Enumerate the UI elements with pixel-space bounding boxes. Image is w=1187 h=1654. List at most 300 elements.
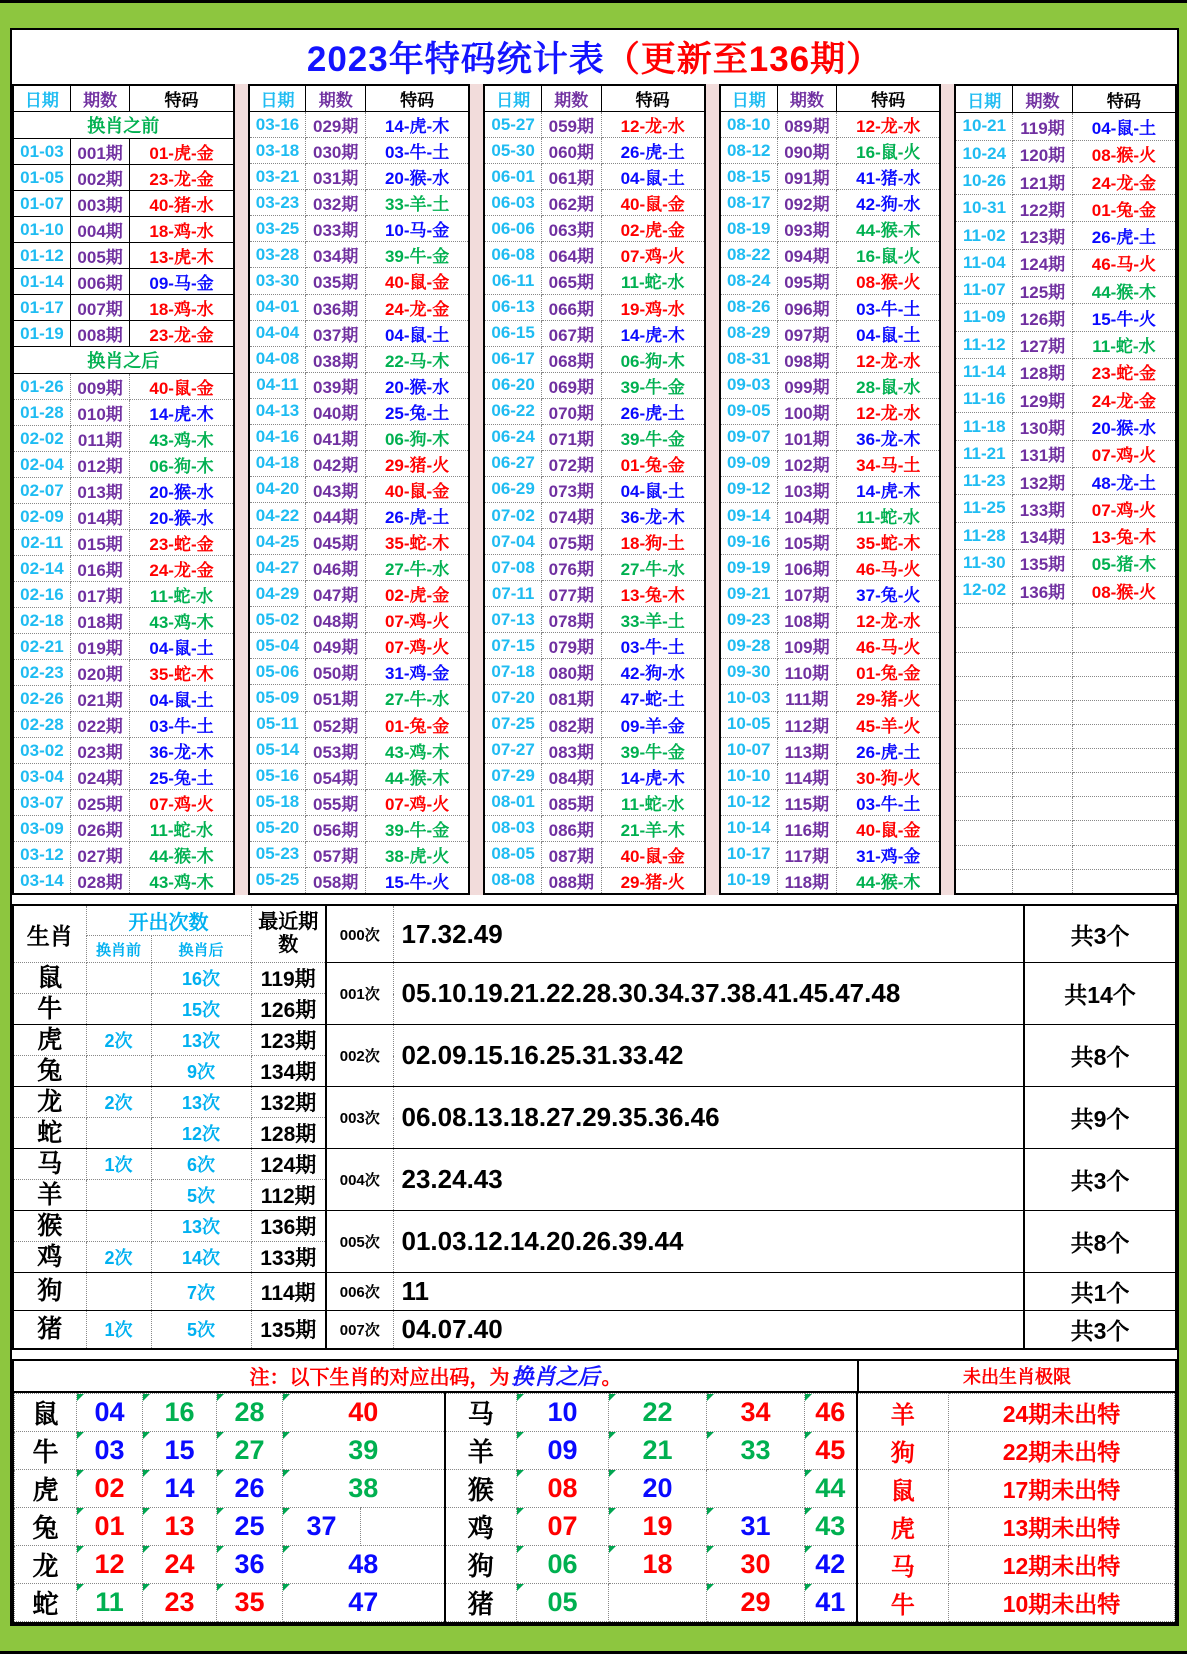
- date-cell: 08-31: [720, 346, 777, 372]
- zodiac-name-cell: 马: [445, 1393, 517, 1431]
- zodiac-stats-section: [12, 904, 1177, 1350]
- code-cell: 42-狗-水: [837, 190, 941, 216]
- date-cell: 10-03: [720, 685, 777, 711]
- data-row: [484, 529, 705, 555]
- period-cell: 098期: [777, 346, 837, 372]
- number-cell: [707, 1469, 805, 1507]
- data-row: [955, 195, 1176, 222]
- data-row: [249, 633, 470, 659]
- date-cell: [955, 700, 1012, 724]
- zodiac-stat-row: [13, 1149, 1176, 1180]
- code-header: 特码: [130, 85, 234, 112]
- number-cell: 36: [217, 1545, 283, 1583]
- data-row: [13, 374, 234, 400]
- period-cell: 070期: [542, 398, 602, 424]
- date-cell: 12-02: [955, 577, 1012, 604]
- code-header: 特码: [1072, 85, 1176, 113]
- number-cell: 22: [609, 1393, 707, 1431]
- data-row: [249, 216, 470, 242]
- data-row: [484, 633, 705, 659]
- before-count-cell: [86, 1118, 151, 1149]
- data-row: [955, 577, 1176, 604]
- date-cell: 04-29: [249, 581, 306, 607]
- period-cell: 093期: [777, 216, 837, 242]
- data-row: [484, 112, 705, 138]
- data-row: [720, 190, 941, 216]
- data-row: [720, 268, 941, 294]
- zodiac-name-cell: 鼠: [15, 1393, 77, 1431]
- data-row: [13, 139, 234, 165]
- date-cell: 05-20: [249, 815, 306, 841]
- period-cell: 104期: [777, 503, 837, 529]
- code-cell: 11-蛇-水: [837, 503, 941, 529]
- data-row: [13, 634, 234, 660]
- code-cell: 09-马-金: [130, 269, 234, 295]
- after-count-cell: 9次: [151, 1056, 251, 1087]
- date-cell: 05-04: [249, 633, 306, 659]
- data-row: [484, 450, 705, 476]
- zodiac-name-cell: 蛇: [15, 1583, 77, 1621]
- period-cell: 069期: [542, 372, 602, 398]
- date-cell: [955, 773, 1012, 797]
- before-count-cell: [86, 1211, 151, 1242]
- number-cell: 20: [609, 1469, 707, 1507]
- period-cell: 012期: [70, 452, 130, 478]
- period-cell: 064期: [542, 242, 602, 268]
- date-cell: 03-04: [13, 764, 70, 790]
- data-row: [955, 467, 1176, 494]
- period-cell: 034期: [306, 242, 366, 268]
- number-cell: 37: [283, 1507, 361, 1545]
- zodiac-cell: 兔: [13, 1056, 86, 1087]
- data-row: [955, 413, 1176, 440]
- period-cell: 030期: [306, 138, 366, 164]
- data-row: [249, 138, 470, 164]
- code-cell: 08-猴-火: [837, 268, 941, 294]
- period-cell: [1013, 700, 1073, 724]
- period-cell: 016期: [70, 556, 130, 582]
- group-separator: [941, 84, 954, 895]
- data-row: [249, 763, 470, 789]
- date-cell: 06-06: [484, 216, 541, 242]
- code-cell: 40-鼠-金: [837, 815, 941, 841]
- code-cell: 20-猴-水: [1072, 413, 1176, 440]
- data-row: [955, 167, 1176, 194]
- code-cell: 15-牛-火: [365, 867, 469, 894]
- number-cell: [361, 1507, 445, 1545]
- period-cell: 035期: [306, 268, 366, 294]
- date-cell: 10-14: [720, 815, 777, 841]
- code-header: 特码: [837, 85, 941, 112]
- number-cell: 06: [517, 1545, 609, 1583]
- date-cell: 08-12: [720, 138, 777, 164]
- period-cell: 056期: [306, 815, 366, 841]
- code-cell: 11-蛇-水: [601, 268, 705, 294]
- period-cell: 116期: [777, 815, 837, 841]
- data-row: [720, 138, 941, 164]
- data-row: [249, 450, 470, 476]
- date-cell: 09-12: [720, 476, 777, 502]
- date-cell: 09-03: [720, 372, 777, 398]
- data-row: [484, 216, 705, 242]
- code-cell: 12-龙-水: [601, 112, 705, 138]
- code-cell: 04-鼠-土: [601, 164, 705, 190]
- special-code-table-5: [954, 84, 1177, 895]
- period-cell: 121期: [1013, 167, 1073, 194]
- code-cell: 43-鸡-木: [130, 868, 234, 895]
- code-cell: 42-狗-水: [601, 659, 705, 685]
- code-cell: 04-鼠-土: [130, 686, 234, 712]
- code-cell: [1072, 604, 1176, 628]
- date-cell: 10-31: [955, 195, 1012, 222]
- code-cell: 38-虎-火: [365, 841, 469, 867]
- data-row: [720, 503, 941, 529]
- code-cell: 07-鸡-火: [1072, 440, 1176, 467]
- data-row: [484, 789, 705, 815]
- code-cell: 18-鸡-水: [130, 295, 234, 321]
- count-total: 共3个: [1024, 1311, 1176, 1349]
- period-cell: 041期: [306, 424, 366, 450]
- number-cell: 07: [517, 1507, 609, 1545]
- period-cell: 127期: [1013, 331, 1073, 358]
- code-cell: 01-兔-金: [365, 711, 469, 737]
- code-cell: 03-牛-土: [601, 633, 705, 659]
- number-cell: 44: [805, 1469, 857, 1507]
- data-row: [13, 191, 234, 217]
- date-cell: 02-28: [13, 712, 70, 738]
- mapping-row: [15, 1507, 1175, 1545]
- period-cell: 049期: [306, 633, 366, 659]
- section-label: 换肖之前: [13, 112, 234, 139]
- data-row: [13, 556, 234, 582]
- period-cell: 123期: [1013, 222, 1073, 249]
- date-cell: 11-02: [955, 222, 1012, 249]
- code-cell: 08-猴-火: [1072, 577, 1176, 604]
- date-cell: 06-29: [484, 476, 541, 502]
- period-cell: 017期: [70, 582, 130, 608]
- code-cell: 18-鸡-水: [130, 217, 234, 243]
- code-cell: 30-狗-火: [837, 763, 941, 789]
- code-cell: 07-鸡-火: [130, 790, 234, 816]
- data-row: [13, 243, 234, 269]
- period-cell: [1013, 628, 1073, 652]
- date-cell: 01-17: [13, 295, 70, 321]
- data-row: [720, 789, 941, 815]
- code-cell: 11-蛇-水: [1072, 331, 1176, 358]
- data-row: [13, 452, 234, 478]
- date-cell: 06-08: [484, 242, 541, 268]
- data-row: [720, 711, 941, 737]
- recent-period-cell: 126期: [251, 994, 326, 1025]
- period-cell: 083期: [542, 737, 602, 763]
- zodiac-stat-row: [13, 1087, 1176, 1118]
- code-cell: [1072, 797, 1176, 821]
- code-cell: 07-鸡-火: [365, 607, 469, 633]
- period-cell: 100期: [777, 398, 837, 424]
- code-cell: 07-鸡-火: [1072, 495, 1176, 522]
- number-cell: 40: [283, 1393, 445, 1431]
- code-cell: 40-鼠-金: [365, 268, 469, 294]
- period-cell: 087期: [542, 841, 602, 867]
- recent-period-cell: 124期: [251, 1149, 326, 1180]
- missing-zodiac-cell: 牛: [857, 1583, 949, 1621]
- data-row: [720, 867, 941, 894]
- code-cell: 40-鼠-金: [365, 476, 469, 502]
- period-cell: 103期: [777, 476, 837, 502]
- code-cell: 09-羊-金: [601, 711, 705, 737]
- data-row: [720, 372, 941, 398]
- data-row: [249, 737, 470, 763]
- code-cell: 26-虎-土: [365, 503, 469, 529]
- date-header: 日期: [249, 85, 306, 112]
- period-cell: 042期: [306, 450, 366, 476]
- data-row: [13, 660, 234, 686]
- code-cell: 39-牛-金: [601, 372, 705, 398]
- special-code-table-3: [483, 84, 706, 895]
- code-cell: 44-猴-木: [1072, 276, 1176, 303]
- period-cell: 117期: [777, 841, 837, 867]
- date-cell: [955, 845, 1012, 869]
- data-row: [720, 424, 941, 450]
- code-cell: 35-蛇-木: [130, 660, 234, 686]
- section-row: [13, 112, 234, 139]
- period-cell: 081期: [542, 685, 602, 711]
- period-cell: 015期: [70, 530, 130, 556]
- date-cell: 01-12: [13, 243, 70, 269]
- zodiac-name-cell: 猴: [445, 1469, 517, 1507]
- data-row: [249, 841, 470, 867]
- data-row: [955, 652, 1176, 676]
- data-row: [484, 476, 705, 502]
- date-cell: 03-30: [249, 268, 306, 294]
- date-cell: 05-14: [249, 737, 306, 763]
- after-count-cell: 13次: [151, 1211, 251, 1242]
- number-cell: 46: [805, 1393, 857, 1431]
- number-cell: 02: [77, 1469, 143, 1507]
- period-cell: 054期: [306, 763, 366, 789]
- code-cell: 08-猴-火: [1072, 140, 1176, 167]
- code-cell: 19-鸡-水: [601, 294, 705, 320]
- data-row: [249, 711, 470, 737]
- period-cell: 135期: [1013, 549, 1073, 576]
- number-cell: 26: [217, 1469, 283, 1507]
- date-cell: 10-17: [720, 841, 777, 867]
- code-cell: 31-鸡-金: [837, 841, 941, 867]
- date-cell: 03-12: [13, 842, 70, 868]
- period-cell: 074期: [542, 503, 602, 529]
- code-cell: 45-羊-火: [837, 711, 941, 737]
- note-row: [14, 1361, 1175, 1393]
- date-cell: 01-05: [13, 165, 70, 191]
- date-cell: 01-28: [13, 400, 70, 426]
- code-cell: 16-鼠-火: [837, 138, 941, 164]
- period-cell: 105期: [777, 529, 837, 555]
- period-cell: 052期: [306, 711, 366, 737]
- number-cell: 12: [77, 1545, 143, 1583]
- count-label: 000次: [326, 905, 393, 963]
- data-row: [249, 320, 470, 346]
- code-cell: 04-鼠-土: [130, 634, 234, 660]
- code-cell: 36-龙-木: [130, 738, 234, 764]
- code-cell: 33-羊-土: [601, 607, 705, 633]
- special-code-table-2: [248, 84, 471, 895]
- count-total: 共8个: [1024, 1211, 1176, 1273]
- code-cell: 04-鼠-土: [365, 320, 469, 346]
- code-cell: 20-猴-水: [365, 164, 469, 190]
- date-cell: 09-23: [720, 607, 777, 633]
- date-cell: 09-19: [720, 555, 777, 581]
- data-row: [720, 685, 941, 711]
- period-cell: 113期: [777, 737, 837, 763]
- stats-header-row-1: [13, 905, 1176, 936]
- period-cell: 010期: [70, 400, 130, 426]
- date-cell: 05-16: [249, 763, 306, 789]
- period-cell: 118期: [777, 867, 837, 894]
- missing-limit-cell: 22期未出特: [949, 1431, 1175, 1469]
- count-numbers: 17.32.49: [393, 905, 1024, 963]
- date-cell: 01-03: [13, 139, 70, 165]
- data-row: [13, 530, 234, 556]
- code-cell: 20-猴-水: [130, 504, 234, 530]
- code-cell: 24-龙-金: [365, 294, 469, 320]
- date-cell: 03-23: [249, 190, 306, 216]
- mapping-note: [14, 1361, 857, 1391]
- after-count-cell: 15次: [151, 994, 251, 1025]
- date-cell: 03-16: [249, 112, 306, 138]
- number-cell: 35: [217, 1583, 283, 1621]
- period-cell: 036期: [306, 294, 366, 320]
- data-row: [955, 845, 1176, 869]
- missing-limit-cell: 12期未出特: [949, 1545, 1175, 1583]
- count-label: 006次: [326, 1273, 393, 1311]
- zodiac-name-cell: 鸡: [445, 1507, 517, 1545]
- date-cell: 03-21: [249, 164, 306, 190]
- code-cell: 06-狗-木: [130, 452, 234, 478]
- date-cell: 08-29: [720, 320, 777, 346]
- number-cell: 41: [805, 1583, 857, 1621]
- code-cell: 03-牛-土: [837, 294, 941, 320]
- column-header-row: [249, 85, 470, 112]
- data-row: [955, 604, 1176, 628]
- date-cell: 06-13: [484, 294, 541, 320]
- zodiac-stat-row: [13, 963, 1176, 994]
- period-cell: 047期: [306, 581, 366, 607]
- zodiac-name-cell: 龙: [15, 1545, 77, 1583]
- code-cell: 40-猪-水: [130, 191, 234, 217]
- period-cell: 110期: [777, 659, 837, 685]
- date-cell: 09-30: [720, 659, 777, 685]
- code-cell: 07-鸡-火: [365, 789, 469, 815]
- data-row: [720, 398, 941, 424]
- number-cell: 05: [517, 1583, 609, 1621]
- before-count-cell: [86, 1273, 151, 1311]
- date-cell: 08-26: [720, 294, 777, 320]
- zodiac-header: 生肖: [13, 905, 86, 963]
- data-row: [955, 522, 1176, 549]
- date-cell: 05-06: [249, 659, 306, 685]
- code-cell: 31-鸡-金: [365, 659, 469, 685]
- after-count-cell: 6次: [151, 1149, 251, 1180]
- date-cell: 08-19: [720, 216, 777, 242]
- code-cell: 44-猴-木: [365, 763, 469, 789]
- data-row: [13, 686, 234, 712]
- data-row: [484, 815, 705, 841]
- data-row: [484, 346, 705, 372]
- count-total: 共14个: [1024, 963, 1176, 1025]
- data-row: [13, 842, 234, 868]
- data-row: [955, 676, 1176, 700]
- period-cell: 066期: [542, 294, 602, 320]
- period-cell: 126期: [1013, 304, 1073, 331]
- date-cell: [955, 749, 1012, 773]
- date-cell: 07-15: [484, 633, 541, 659]
- date-cell: 07-13: [484, 607, 541, 633]
- period-cell: 094期: [777, 242, 837, 268]
- code-cell: 29-猪-火: [365, 450, 469, 476]
- code-cell: 27-牛-水: [365, 685, 469, 711]
- date-cell: 07-18: [484, 659, 541, 685]
- period-cell: 079期: [542, 633, 602, 659]
- count-total: 共8个: [1024, 1025, 1176, 1087]
- data-row: [13, 868, 234, 895]
- code-cell: 28-鼠-水: [837, 372, 941, 398]
- data-row: [955, 358, 1176, 385]
- zodiac-cell: 马: [13, 1149, 86, 1180]
- data-row: [249, 685, 470, 711]
- code-cell: 05-猪-木: [1072, 549, 1176, 576]
- date-cell: 02-18: [13, 608, 70, 634]
- data-row: [955, 700, 1176, 724]
- data-row: [484, 659, 705, 685]
- period-cell: 014期: [70, 504, 130, 530]
- period-cell: 003期: [70, 191, 130, 217]
- period-cell: 119期: [1013, 113, 1073, 140]
- title-update: （更新至136期）: [604, 40, 883, 79]
- number-cell: 11: [77, 1583, 143, 1621]
- period-cell: 099期: [777, 372, 837, 398]
- date-cell: 08-15: [720, 164, 777, 190]
- data-row: [955, 869, 1176, 894]
- before-count-cell: 1次: [86, 1149, 151, 1180]
- data-row: [249, 372, 470, 398]
- period-cell: 075期: [542, 529, 602, 555]
- data-row: [955, 773, 1176, 797]
- count-numbers: 23.24.43: [393, 1149, 1024, 1211]
- data-row: [484, 268, 705, 294]
- zodiac-cell: 虎: [13, 1025, 86, 1056]
- code-cell: 43-鸡-木: [130, 426, 234, 452]
- date-cell: 04-13: [249, 398, 306, 424]
- data-row: [13, 217, 234, 243]
- data-row: [955, 222, 1176, 249]
- period-cell: 060期: [542, 138, 602, 164]
- date-cell: 07-04: [484, 529, 541, 555]
- period-cell: 096期: [777, 294, 837, 320]
- period-cell: 106期: [777, 555, 837, 581]
- period-cell: 085期: [542, 789, 602, 815]
- date-cell: 05-25: [249, 867, 306, 894]
- data-row: [484, 711, 705, 737]
- period-cell: 107期: [777, 581, 837, 607]
- group-separator: [706, 84, 719, 895]
- number-cell: 01: [77, 1507, 143, 1545]
- period-cell: 133期: [1013, 495, 1073, 522]
- data-row: [13, 269, 234, 295]
- code-cell: 40-鼠-金: [601, 841, 705, 867]
- zodiac-name-cell: 牛: [15, 1431, 77, 1469]
- date-cell: 11-25: [955, 495, 1012, 522]
- data-row: [720, 607, 941, 633]
